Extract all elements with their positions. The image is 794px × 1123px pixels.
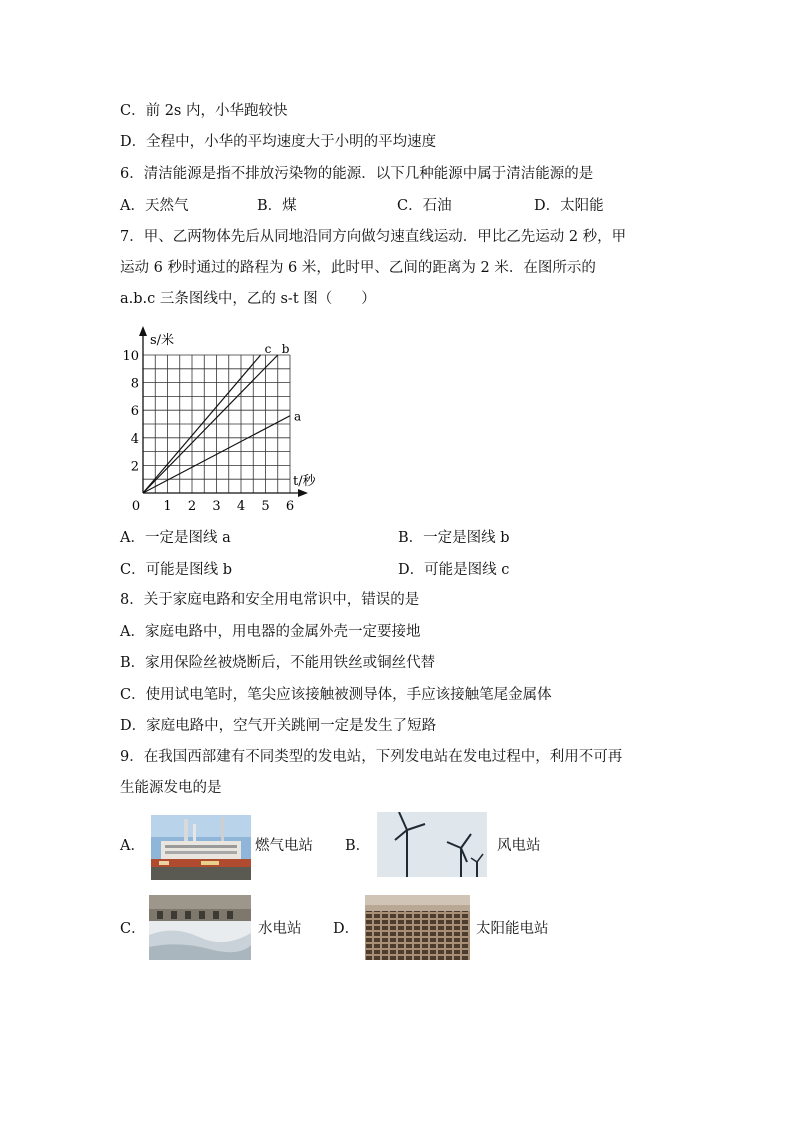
chart-ticks <box>122 349 294 514</box>
q9-option-d-label: 太阳能电站 <box>476 921 549 937</box>
q9-option-c-label: 水电站 <box>258 921 302 937</box>
y-axis-label: s/米 <box>150 333 175 348</box>
series-label-a: a <box>294 409 302 424</box>
q9-option-d-letter: D． <box>333 921 360 937</box>
q9-option-c-letter: C． <box>120 921 146 937</box>
y-axis-arrow-icon <box>139 326 147 336</box>
q8-option-d: D．家庭电路中，空气开关跳闸一定是发生了短路 <box>120 718 437 734</box>
q7-option-c: C．可能是图线 b <box>120 562 232 578</box>
q5-option-d: D．全程中，小华的平均速度大于小明的平均速度 <box>120 134 437 150</box>
x-axis-label: t/秒 <box>293 474 316 489</box>
x-axis-arrow-icon <box>298 489 308 497</box>
y-tick-label: 6 <box>130 404 139 420</box>
q7-stem-line1: 7．甲、乙两物体先后从同地沿同方向做匀速直线运动．甲比乙先运动 2 秒，甲 <box>120 229 627 245</box>
solar-power-station-image <box>365 895 470 960</box>
chart-grid <box>143 355 290 493</box>
q7-stem-line3: a.b.c 三条图线中，乙的 s-t 图（ ） <box>120 291 376 307</box>
y-tick-label: 4 <box>130 431 139 447</box>
y-tick-label: 10 <box>122 349 139 364</box>
y-tick-label: 2 <box>130 459 139 475</box>
x-tick-label: 2 <box>187 499 197 514</box>
q8-option-b: B．家用保险丝被烧断后，不能用铁丝或铜丝代替 <box>120 655 436 671</box>
q9-stem-line2: 生能源发电的是 <box>120 780 222 796</box>
x-tick-label: 6 <box>285 499 295 514</box>
q6-option-c: C．石油 <box>397 198 452 214</box>
q6-option-d: D．太阳能 <box>534 198 604 214</box>
hydro-power-station-image <box>149 895 251 960</box>
x-tick-label: 3 <box>212 499 221 514</box>
q7-stem-line2: 运动 6 秒时通过的路程为 6 米，此时甲、乙间的距离为 2 米．在图所示的 <box>120 260 596 276</box>
q9-stem-line1: 9．在我国西部建有不同类型的发电站，下列发电站在发电过程中，利用不可再 <box>120 749 623 765</box>
series-label-c: c <box>264 342 272 356</box>
y-tick-label: 8 <box>130 376 139 392</box>
q8-option-a: A．家庭电路中，用电器的金属外壳一定要接地 <box>120 624 421 640</box>
q9-option-a-label: 燃气电站 <box>255 838 313 854</box>
q8-stem: 8．关于家庭电路和安全用电常识中，错误的是 <box>120 592 420 608</box>
x-tick-label: 4 <box>236 499 246 514</box>
q6-option-b: B．煤 <box>257 198 297 214</box>
q9-option-a-letter: A． <box>120 838 145 854</box>
q7-option-d: D．可能是图线 c <box>398 562 510 578</box>
q6-option-a: A．天然气 <box>120 198 189 214</box>
q7-option-b: B．一定是图线 b <box>398 530 510 546</box>
series-label-b: b <box>281 342 290 356</box>
x-tick-label: 0 <box>131 499 141 514</box>
q9-option-b-label: 风电站 <box>497 838 541 854</box>
gas-power-station-image <box>151 815 251 880</box>
wind-power-station-image <box>377 812 487 877</box>
q6-stem: 6．清洁能源是指不排放污染物的能源．以下几种能源中属于清洁能源的是 <box>120 166 594 182</box>
st-graph <box>120 322 320 522</box>
x-tick-label: 5 <box>261 499 270 514</box>
q9-option-b-letter: B． <box>345 838 371 854</box>
x-tick-label: 1 <box>163 499 172 514</box>
q8-option-c: C．使用试电笔时，笔尖应该接触被测导体，手应该接触笔尾金属体 <box>120 687 552 703</box>
q5-option-c: C．前 2s 内，小华跑较快 <box>120 103 288 119</box>
q7-option-a: A．一定是图线 a <box>120 530 231 546</box>
